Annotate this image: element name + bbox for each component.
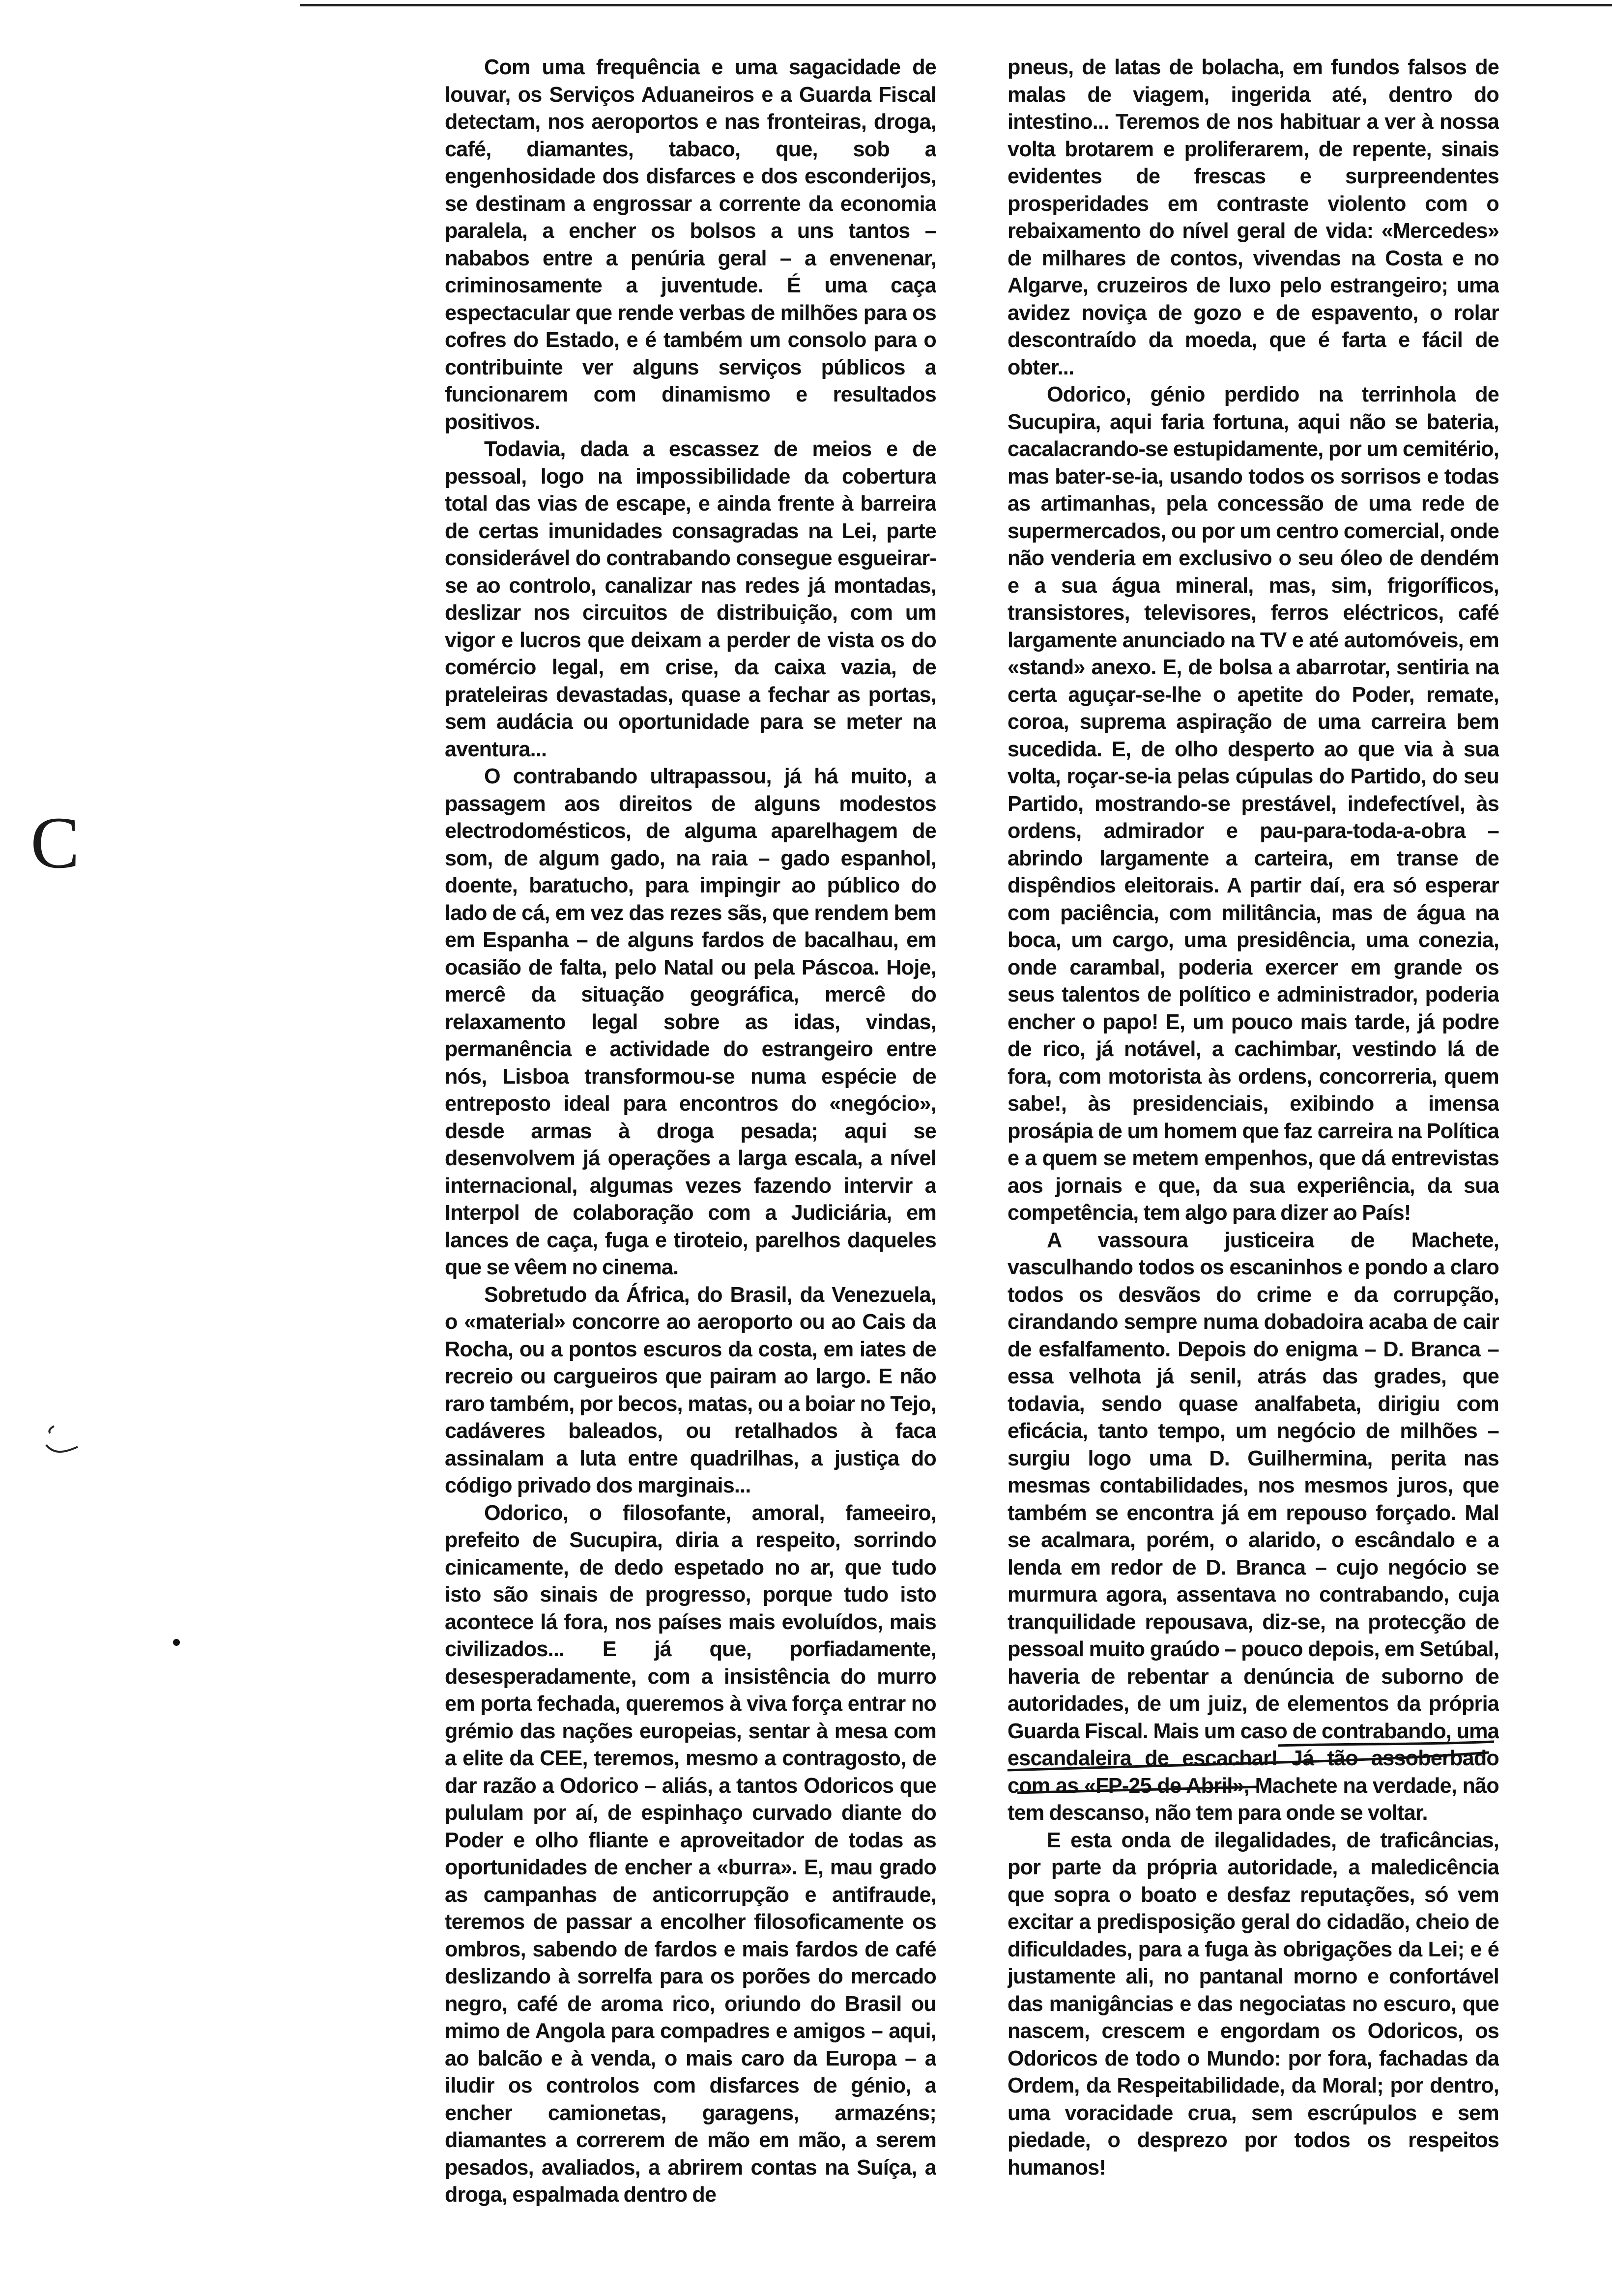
paragraph: O contrabando ultrapassou, já há muito, a passagem aos direitos de alguns modestos electrodomésticos, de alguma aparelhagem de som, de algum gado, na raia – gado espanhol, doente, baratucho, para impingir ao público do lado de cá, em vez das rezes sãs, que rendem bem em Espanha – de alguns fardos de bacalhau, em ocasião de falta, pelo Natal ou pela Páscoa. Hoje, mercê da situação geográfica, mercê do relaxamento legal sobre as idas, vindas, permanência e actividade do estrangeiro entre nós, Lisboa transformou-se numa espécie de entreposto ideal para encontros do «negócio», desde armas à droga pesada; aqui se desenvolvem já operações a larga escala, a nível internacional, algumas vezes fazendo intervir a Interpol de colaboração com a Judiciária, em lances de caça, fuga e tiroteio, parelhos daqueles que se vêem no cinema. <box>445 765 936 1279</box>
paragraph: Sobretudo da África, do Brasil, da Venezuela, o «material» concorre ao aeroporto ou ao Cais da Rocha, ou a pontos escuros da costa, em iates de recreio ou cargueiros que pairam ao largo. E não raro também, por becos, matas, ou a boiar no Tejo, cadáveres baleados, ou retalhados à faca assinalam a luta entre quadrilhas, a justiça do código privado dos marginais... <box>445 1283 936 1497</box>
paragraph: A vassoura justiceira de Machete, vasculhando todos os escaninhos e pondo a claro todos os desvãos do crime e da corrupção, cirandando sempre numa dobadoira acaba de cair de esfalfamento. Depois do enigma – D. Branca – essa velhota já senil, atrás das grades, que todavia, sendo quase analfabeta, dirigiu com eficácia, tanto tempo, um negócio de milhões – surgiu logo uma D. Guilhermina, perita nas mesmas contabilidades, nos mesmos juros, que também se encontra já em repouso forçado. Mal se acalmara, porém, o alarido, o escândalo e a lenda em redor de D. Branca – cujo negócio se murmura agora, assentava no contrabando, cuja tranquilidade repousava, diz-se, na protecção de pessoal muito graúdo – pouco depois, em Setúbal, haveria de rebentar a denúncia de suborno de autoridades, de um juiz, de elementos da própria Guarda Fiscal. Mais um caso de contrabando, uma escandaleira de escachar! Já tão assoberbado com as «FP-25 de Abril», Machete na verdade, não tem descanso, não tem para onde se voltar. <box>1008 1228 1499 1825</box>
right-column <box>1008 54 1499 2285</box>
paragraph: pneus, de latas de bolacha, em fundos falsos de malas de viagem, ingerida até, dentro do intestino... Teremos de nos habituar a ver à nossa volta brotarem e proliferarem, de repente, sinais evidentes de frescas e surpreendentes prosperidades em contraste violento com o rebaixamento do nível geral de vida: «Mercedes» de milhares de contos, vivendas na Costa e no Algarve, cruzeiros de luxo pelo estrangeiro; uma avidez noviça de gozo e de espavento, o rolar descontraído da moeda, que é farta e fácil de obter... <box>1008 56 1499 379</box>
margin-dot-mark <box>173 1639 180 1646</box>
left-column <box>445 54 936 2285</box>
paragraph: Todavia, dada a escassez de meios e de pessoal, logo na impossibilidade da cobertura total das vias de escape, e ainda frente à barreira de certas imunidades consagradas na Lei, parte considerável do contrabando consegue esgueirar-se ao controlo, canalizar nas redes já montadas, deslizar nos circuitos de distribuição, com um vigor e lucros que deixam a perder de vista os do comércio legal, em crise, da caixa vazia, de prateleiras devastadas, quase a fechar as portas, sem audácia ou oportunidade para se meter na aventura... <box>445 437 936 761</box>
paragraph: E esta onda de ilegalidades, de traficâncias, por parte da própria autoridade, a maledicência que sopra o boato e desfaz reputações, só vem excitar a predisposição geral do cidadão, cheio de dificuldades, para a fuga às obrigações da Lei; e é justamente ali, no pantanal morno e confortável das manigâncias e das negociatas no escuro, que nascem, crescem e engordam os Odoricos, os Odoricos de todo o Mundo: por fora, fachadas da Ordem, da Respeitabilidade, da Moral; por dentro, uma voracidade crua, sem escrúpulos e sem piedade, o desprezo por todos os respeitos humanos! <box>1008 1828 1499 2180</box>
paragraph: Odorico, génio perdido na terrinhola de Sucupira, aqui faria fortuna, aqui não se bateria, cacalacrando-se estupidamente, por um cemitério, mas bater-se-ia, usando todos os sorrisos e todas as artimanhas, pela concessão de uma rede de supermercados, ou por um centro comercial, onde não venderia em exclusivo o seu óleo de dendém e a sua água mineral, mas, sim, frigoríficos, transistores, televisores, ferros eléctricos, café largamente anunciado na TV e até automóveis, em «stand» anexo. E, de bolsa a abarrotar, sentiria na certa aguçar-se-lhe o apetite do Poder, remate, coroa, suprema aspiração de uma carreira bem sucedida. E, de olho desperto ao que via à sua volta, roçar-se-ia pelas cúpulas do Partido, do seu Partido, mostrando-se prestável, indefectível, às ordens, admirador e pau-para-toda-a-obra – abrindo largamente a carteira, em transe de dispêndios eleitorais. A partir daí, era só esperar com paciência, com militância, mas de água na boca, um cargo, uma presidência, uma conezia, onde carambal, poderia exercer em grande os seus talentos de político e administrador, poderia encher o papo! E, um pouco mais tarde, já podre de rico, já notável, a cachimbar, vestindo lá de fora, com motorista às ordens, concorreria, quem sabe!, às presidenciais, exibindo a imensa prosápia de um homem que faz carreira na Política e a quem se metem empenhos, que dá entrevistas aos jornais e que, da sua experiência, da sua competência, tem algo para dizer ao País! <box>1008 383 1499 1225</box>
paragraph: Odorico, o filosofante, amoral, fameeiro, prefeito de Sucupira, diria a respeito, sorrindo cinicamente, de dedo espetado no ar, que tudo isto são sinais de progresso, porque tudo isto acontece lá fora, nos países mais evoluídos, mais civilizados... E já que, porfiadamente, desesperadamente, com a insistência do murro em porta fechada, queremos à viva força entrar no grémio das nações europeias, sentar à mesa com a elite da CEE, teremos, mesmo a contragosto, de dar razão a Odorico – aliás, a tantos Odoricos que pululam por aí, de espinhaço curvado diante do Poder e olho fliante e aproveitador de todas as oportunidades de encher a «burra». E, mau grado as campanhas de anticorrupção e antifraude, teremos de passar a encolher filosoficamente os ombros, sabendo de fardos e mais fardos de café deslizando à sorrelfa para os porões do mercado negro, café de aroma rico, oriundo do Brasil ou mimo de Angola para compadres e amigos – aqui, ao balcão e à venda, o mais caro da Europa – a iludir os controlos com disfarces de génio, a encher camionetas, garagens, armazéns; diamantes a correrem de mão em mão, a serem pesados, avaliados, a abrirem contas na Suíça, a droga, espalmada dentro de <box>445 1501 936 2207</box>
margin-arc-mark <box>43 1425 83 1464</box>
top-rule <box>300 4 1612 6</box>
paragraph: Com uma frequência e uma sagacidade de louvar, os Serviços Aduaneiros e a Guarda Fiscal detectam, nos aeroportos e nas fronteiras, droga, café, diamantes, tabaco, que, sob a engenhosidade dos disfarces e dos esconderijos, se destinam a engrossar a corrente da economia paralela, a encher os bolsos a uns tantos – nababos entre a penúria geral – a envenenar, criminosamente a juventude. É uma caça espectacular que rende verbas de milhões para os cofres do Estado, e é também um consolo para o contribuinte ver alguns serviços públicos a funcionarem com dinamismo e resultados positivos. <box>445 56 936 434</box>
margin-c-mark: C <box>30 802 80 884</box>
handwritten-underline <box>1003 1740 1499 1799</box>
